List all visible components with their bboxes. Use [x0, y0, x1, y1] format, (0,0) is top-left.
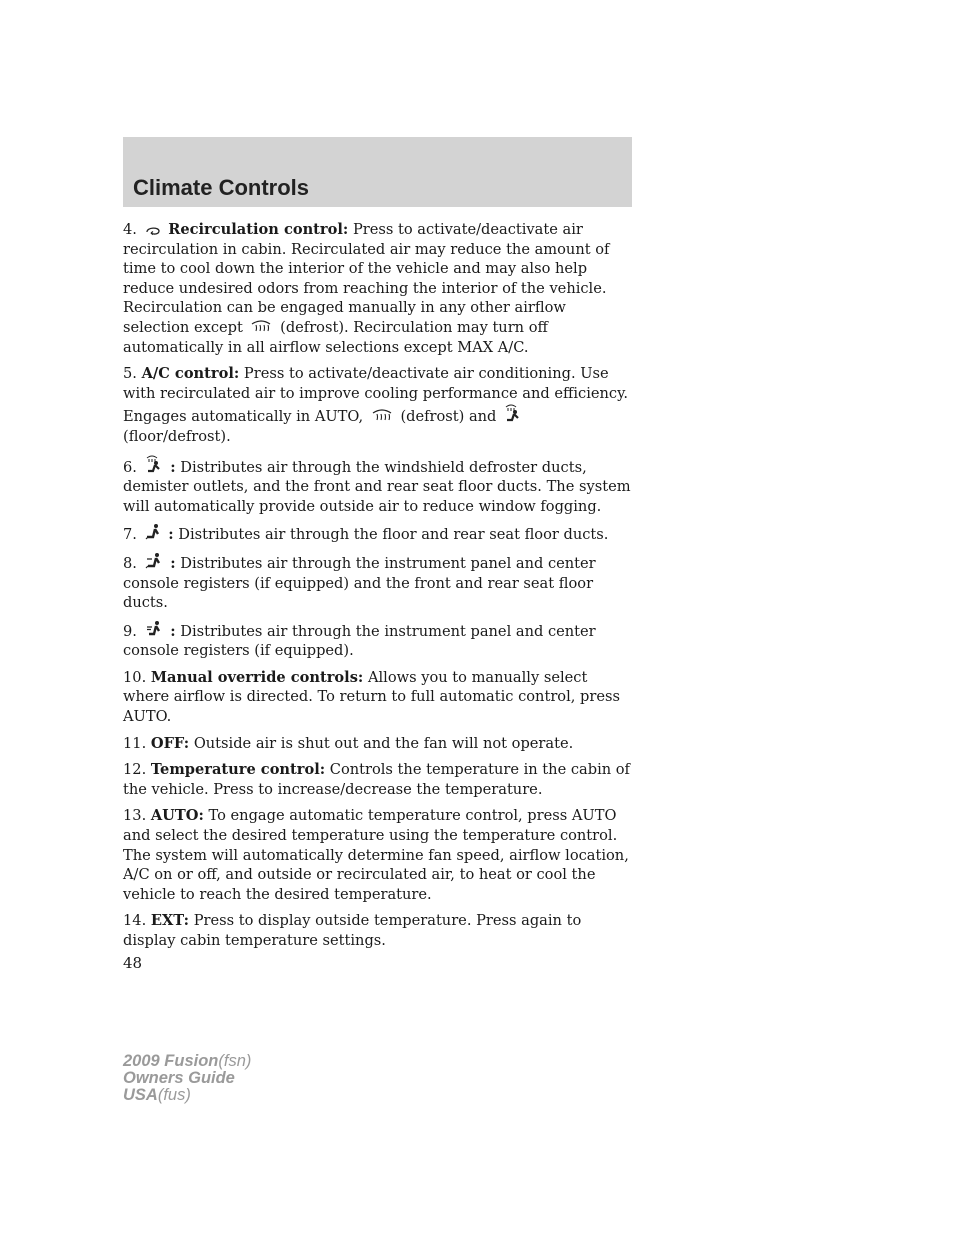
list-item-13	[123, 806, 635, 904]
list-item-5	[123, 364, 635, 446]
item-number: 12.	[123, 761, 147, 779]
floor-icon	[145, 523, 161, 541]
item-number: 7.	[123, 526, 137, 544]
footer-line-region	[123, 1087, 251, 1104]
list-item-4	[123, 220, 635, 357]
item-term: OFF:	[150, 734, 190, 752]
list-item-6	[123, 454, 635, 517]
list-item-7	[123, 523, 635, 545]
item-term: Temperature control:	[150, 761, 326, 779]
item-number: 5.	[123, 365, 137, 383]
item-text: Distributes air through the floor and rear seat floor ducts.	[178, 526, 609, 544]
item-term: Recirculation control:	[168, 221, 349, 238]
footer-line-model	[123, 1053, 251, 1070]
item-text: Distributes air through the windshield defroster ducts, demister outlets, and the front and rear seat floor ducts. The system will automatically provide outside air to reduce window fogging.	[123, 458, 631, 515]
item-number: 8.	[123, 554, 137, 572]
list-item-8	[123, 552, 635, 613]
body-content	[123, 220, 635, 958]
item-text: Distributes air through the instrument panel and center console registers (if equipped).	[123, 622, 596, 660]
recirculation-icon	[145, 226, 161, 236]
item-text: To engage automatic temperature control, press AUTO and select the desired temperature using the temperature control. The system will automatically determine fan speed, airflow location, A/C on or off, and outside or recirculated air, to heat or cool the vehicle to reach the desired temperature.	[123, 807, 629, 903]
panel-floor-icon	[145, 552, 163, 570]
list-item-14	[123, 911, 635, 950]
item-term: EXT:	[150, 912, 190, 930]
defrost-icon	[371, 407, 393, 423]
item-number: 13.	[123, 807, 147, 825]
list-item-11	[123, 734, 635, 754]
document-footer	[123, 1053, 251, 1104]
item-term: :	[170, 622, 176, 640]
list-item-9	[123, 620, 635, 661]
item-number: 6.	[123, 458, 137, 476]
list-item-10	[123, 668, 635, 727]
section-header-band	[123, 137, 632, 207]
item-text: Distributes air through the instrument panel and center console registers (if equipped) and the front and rear seat floor ducts.	[123, 554, 596, 612]
item-text: Controls the temperature in the cabin of the vehicle. Press to increase/decrease the temperature.	[123, 761, 630, 798]
item-number: 4.	[123, 221, 137, 238]
item-term: A/C control:	[141, 365, 240, 383]
item-term: AUTO:	[150, 807, 204, 825]
item-term: Manual override controls:	[150, 668, 364, 686]
item-text: Allows you to manually select where airflow is directed. To return to full automatic control, press AUTO.	[123, 668, 620, 726]
footer-guide: Owners Guide	[123, 1069, 235, 1087]
section-title: Climate Controls	[133, 175, 310, 200]
item-number: 9.	[123, 622, 137, 640]
footer-region-code: (fus)	[157, 1086, 191, 1104]
item-number: 10.	[123, 668, 147, 686]
list-item-12	[123, 760, 635, 799]
item-term: :	[170, 458, 176, 476]
item-text-cont: (defrost). Recirculation may turn off automatically in all airflow selections except MAX A/C.	[123, 318, 548, 356]
item-text: Press to display outside temperature. Press again to display cabin temperature settings.	[123, 912, 582, 949]
panel-icon	[145, 620, 163, 638]
item-text: Outside air is shut out and the fan will not operate.	[193, 734, 574, 752]
floor-defrost-icon	[504, 403, 522, 423]
footer-model: 2009 Fusion	[123, 1052, 219, 1070]
footer-model-code: (fsn)	[218, 1052, 252, 1070]
item-text-cont: (defrost) and	[400, 408, 497, 426]
floor-defrost-icon	[145, 454, 163, 474]
page-number: 48	[123, 954, 143, 972]
footer-region: USA	[123, 1086, 158, 1104]
item-term: :	[168, 526, 174, 544]
defrost-icon	[250, 318, 272, 334]
item-term: :	[170, 554, 176, 572]
item-number: 11.	[123, 734, 147, 752]
item-text-cont2: (floor/defrost).	[123, 427, 231, 445]
item-number: 14.	[123, 912, 147, 930]
item-text: Press to activate/deactivate air conditioning. Use with recirculated air to improve cooling performance and efficiency. Engages automatically in AUTO,	[123, 365, 629, 426]
item-text: Press to activate/deactivate air recirculation in cabin. Recirculated air may reduce the amount of time to cool down the interior of the vehicle and may also help reduce undesired odors from reaching the interior of the vehicle. Recirculation can be engaged manually in any other airflow selection except	[123, 221, 610, 336]
